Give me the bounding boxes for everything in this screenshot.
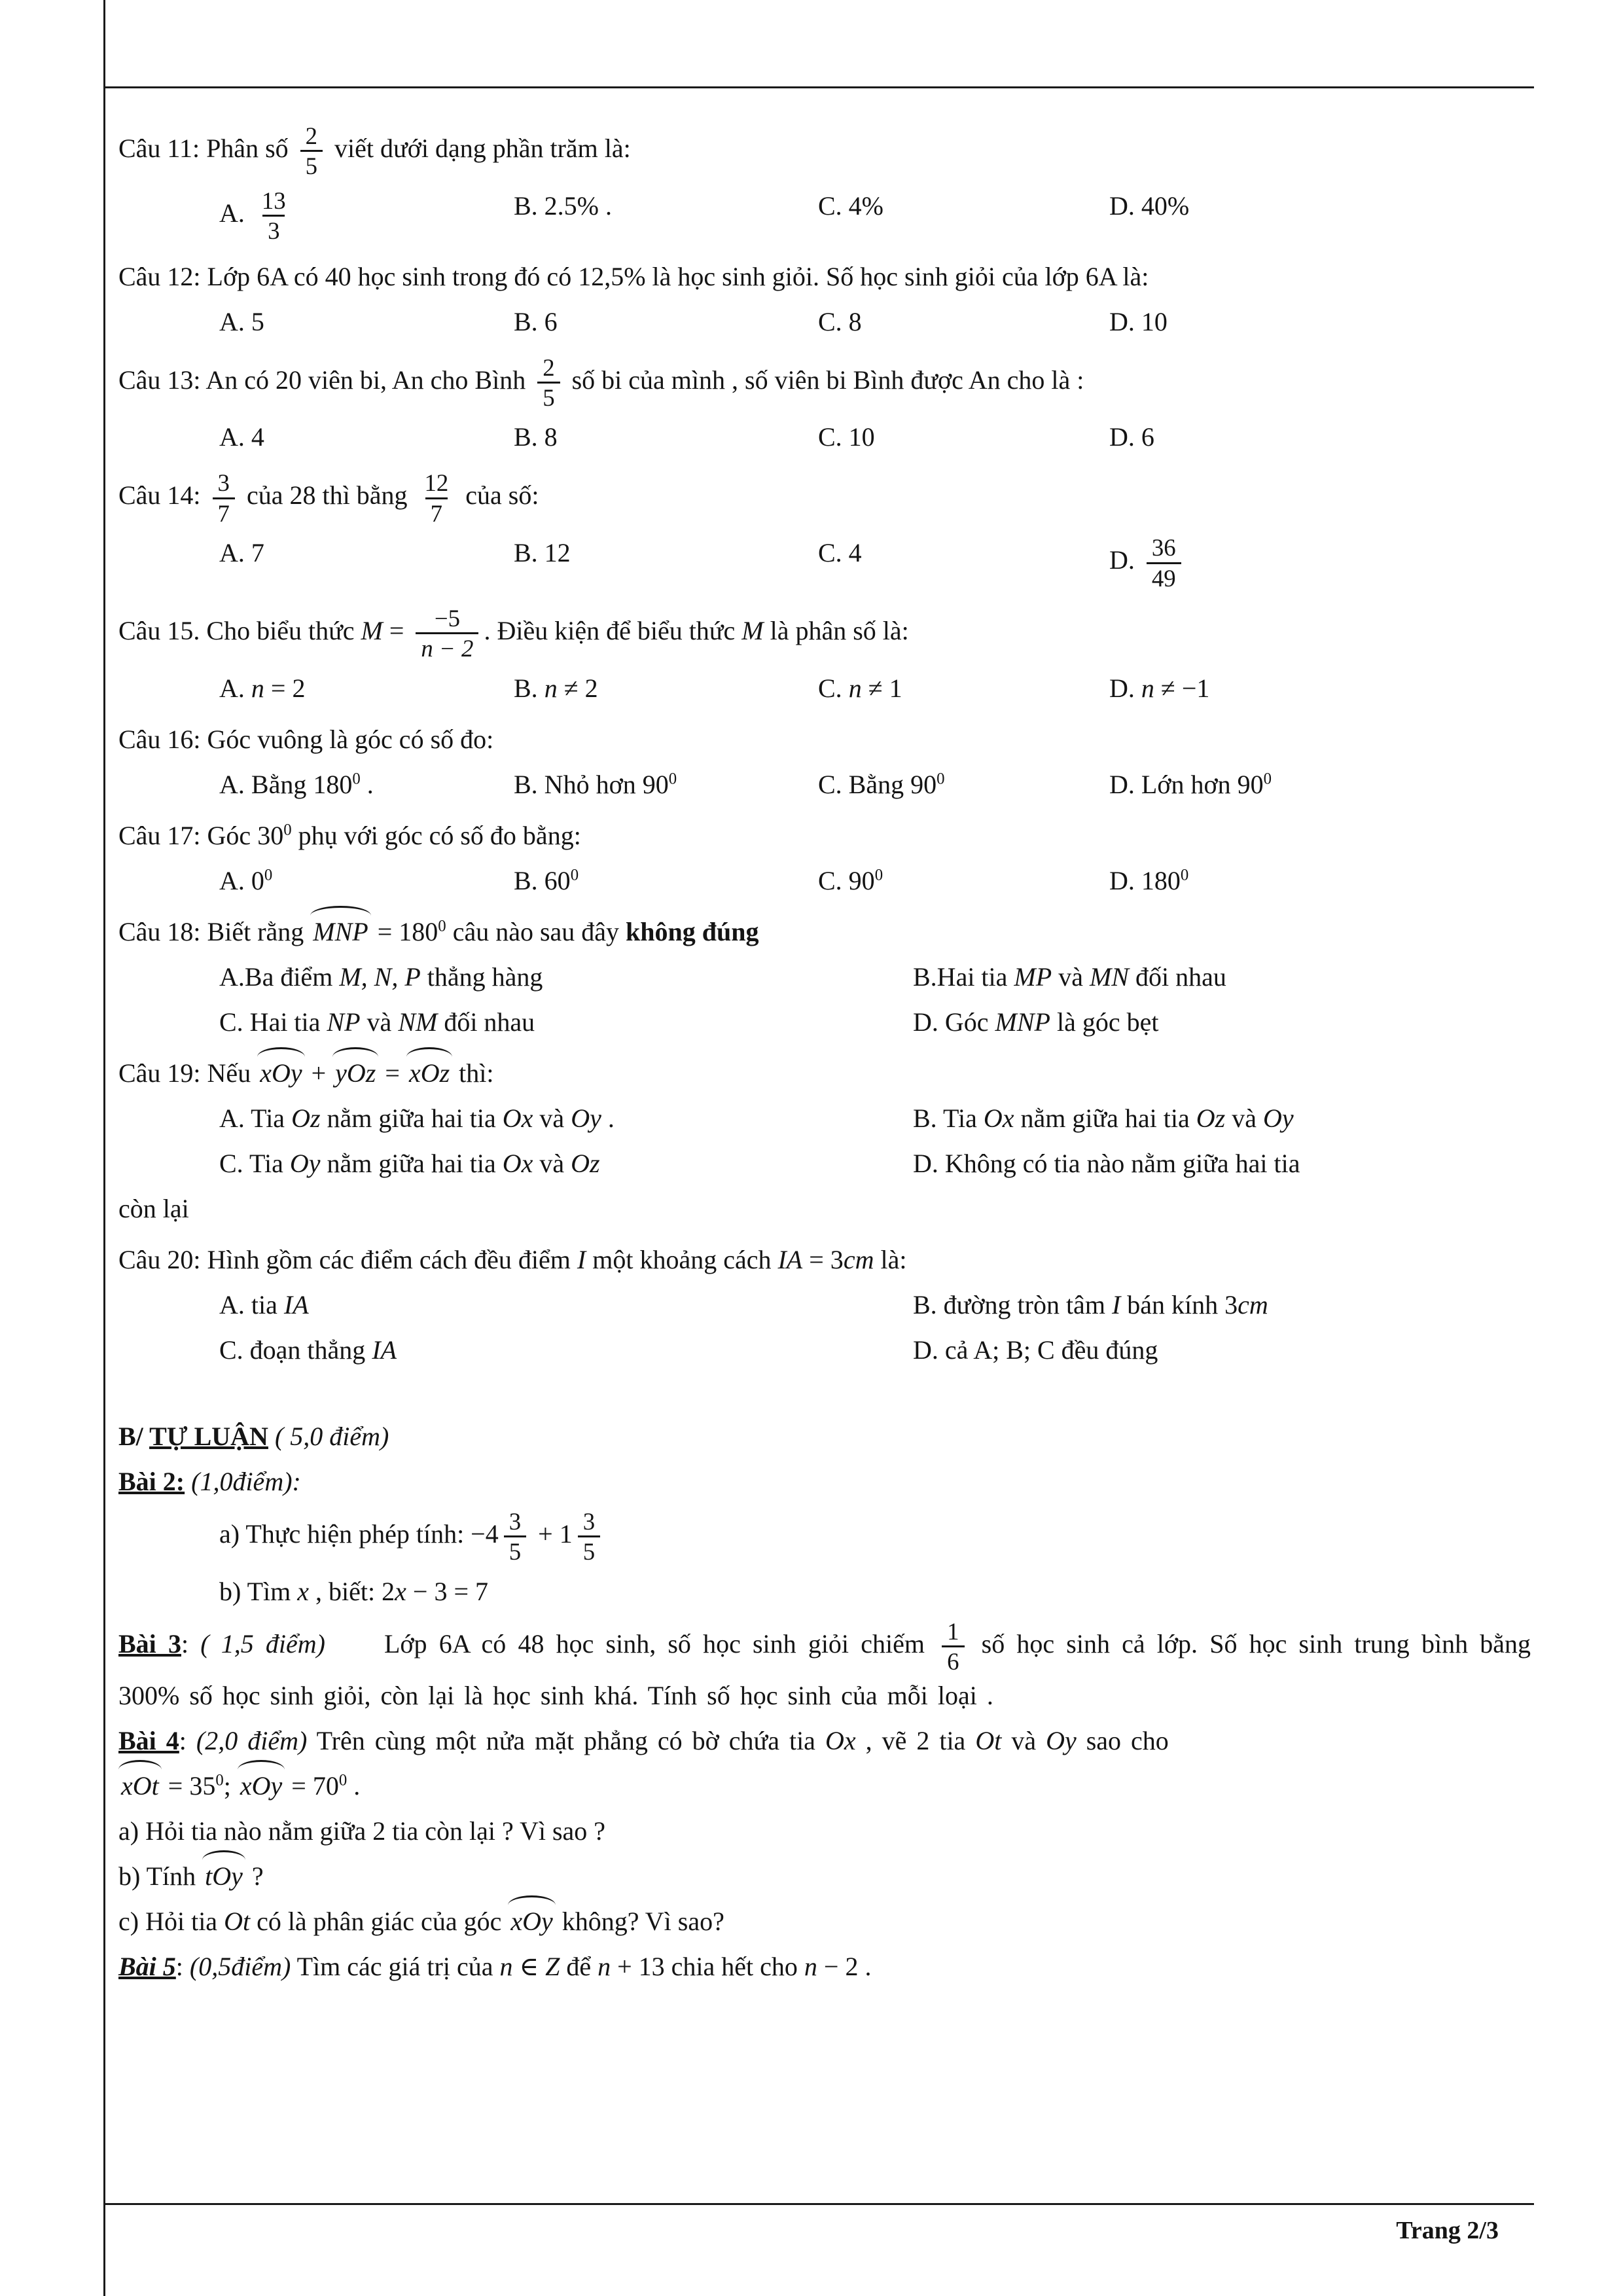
superscript-degree: 0 xyxy=(215,1771,224,1789)
math-variable: x xyxy=(297,1576,310,1606)
exercise-2a xyxy=(118,1507,1531,1566)
fraction-denominator: n − 2 xyxy=(416,632,478,662)
math-variable: IA xyxy=(777,1244,803,1274)
text-segment: B. 6 xyxy=(514,306,558,336)
text-segment: ∈ xyxy=(512,1951,546,1981)
question-20 xyxy=(118,1240,1531,1280)
option-a xyxy=(219,533,514,592)
superscript-degree: 0 xyxy=(438,917,446,935)
exam-content xyxy=(118,110,1531,1992)
text-segment: của số: xyxy=(459,480,539,511)
question-19 xyxy=(118,1054,1531,1093)
option-c xyxy=(219,1003,913,1042)
math-variable: n xyxy=(804,1951,817,1981)
angle-name: tOy xyxy=(202,1857,245,1896)
math-variable: n xyxy=(499,1951,513,1981)
text-segment: D. Lớn hơn 90 xyxy=(1109,769,1264,799)
text-segment: nằm giữa hai tia xyxy=(1014,1103,1196,1133)
text-segment: B. Tia xyxy=(913,1103,984,1133)
text-segment: = 180 xyxy=(370,916,438,946)
text-segment: phụ với góc có số đo bằng: xyxy=(291,820,581,850)
text-segment: còn lại xyxy=(118,1193,189,1223)
option-d xyxy=(913,1331,1531,1370)
math-variable: MN xyxy=(1089,961,1129,992)
fraction-denominator: 5 xyxy=(504,1535,526,1566)
option-b xyxy=(514,861,818,901)
option-d xyxy=(913,1003,1531,1042)
option-a xyxy=(219,302,514,342)
question-12-options xyxy=(118,302,1531,342)
text-segment: Câu 13: An có 20 viên bi, An cho Bình xyxy=(118,365,533,395)
text-segment: Câu 20: Hình gồm các điểm cách đều điểm xyxy=(118,1244,577,1274)
option-a xyxy=(219,418,514,457)
option-b xyxy=(913,1285,1531,1325)
text-segment: Tìm các giá trị của xyxy=(291,1951,500,1981)
option-a xyxy=(219,958,913,997)
math-variable: IA xyxy=(283,1289,309,1319)
math-variable: MP xyxy=(1014,961,1052,992)
text-segment: đối nhau xyxy=(1128,961,1226,992)
text-segment: a) Thực hiện phép tính: −4 xyxy=(219,1518,499,1549)
exercise-4-formula xyxy=(118,1767,1531,1806)
option-d xyxy=(1109,533,1531,592)
question-17 xyxy=(118,816,1531,855)
option-b xyxy=(514,302,818,342)
superscript-degree: 0 xyxy=(570,866,579,884)
math-variable: Ot xyxy=(224,1906,251,1936)
bottom-border-line xyxy=(103,2203,1534,2205)
superscript-degree: 0 xyxy=(283,821,292,839)
top-border-line xyxy=(103,86,1534,88)
text-segment: D. 6 xyxy=(1109,422,1154,452)
left-border-line xyxy=(103,0,105,2296)
question-14-options xyxy=(118,533,1531,592)
question-12 xyxy=(118,257,1531,296)
text-segment: A. 0 xyxy=(219,865,264,895)
fraction-denominator: 49 xyxy=(1147,562,1181,592)
text-segment: Lớp 6A có 48 học sinh, số học sinh giỏi chiếm xyxy=(383,1628,937,1659)
option-c xyxy=(219,1144,913,1183)
fraction-numerator: 3 xyxy=(217,469,230,497)
text-segment: D. 40% xyxy=(1109,190,1190,221)
math-variable: NP xyxy=(327,1007,361,1037)
option-c xyxy=(818,669,1109,708)
math-variable: cm xyxy=(843,1244,874,1274)
question-16 xyxy=(118,720,1531,759)
text-segment: A. xyxy=(219,198,251,228)
text-segment: Câu 14: xyxy=(118,480,207,511)
section-b-heading xyxy=(118,1417,1531,1456)
text-segment: : xyxy=(181,1628,201,1659)
text-segment: . Điều kiện để biểu thức xyxy=(484,616,742,646)
bold-italic-underline-text: Bài 5 xyxy=(118,1951,176,1981)
option-a xyxy=(219,1285,913,1325)
text-segment: câu nào sau đây xyxy=(446,916,626,946)
question-20-options-cd xyxy=(118,1331,1531,1370)
text-segment: và xyxy=(533,1148,571,1178)
fraction-numerator: 3 xyxy=(582,1507,596,1535)
option-c xyxy=(818,765,1109,804)
fraction-numerator: 2 xyxy=(305,122,318,149)
question-16-options xyxy=(118,765,1531,804)
text-segment: = 2 xyxy=(264,673,306,703)
question-19-options-ab xyxy=(118,1099,1531,1138)
text-segment: C. Tia xyxy=(219,1148,290,1178)
math-variable: n xyxy=(597,1951,611,1981)
bold-underline-text: Bài 3 xyxy=(118,1628,181,1659)
math-variable: Oy xyxy=(571,1103,601,1133)
text-segment: = 35 xyxy=(161,1770,216,1801)
text-segment: D. Không có tia nào nằm giữa hai tia xyxy=(913,1148,1300,1178)
math-variable: Oz xyxy=(571,1148,600,1178)
angle-name: xOt xyxy=(118,1767,162,1806)
text-segment: c) Hỏi tia xyxy=(118,1906,224,1936)
text-segment: = 70 xyxy=(285,1770,339,1801)
text-segment: A. Bằng 180 xyxy=(219,769,353,799)
text-segment: + 1 xyxy=(531,1518,573,1549)
text-segment: D. cả A; B; C đều đúng xyxy=(913,1335,1158,1365)
option-c xyxy=(818,533,1109,592)
superscript-degree: 0 xyxy=(1263,770,1272,788)
text-segment: C. Hai tia xyxy=(219,1007,327,1037)
text-segment: nằm giữa hai tia xyxy=(320,1148,503,1178)
text-segment: a) Hỏi tia nào nằm giữa 2 tia còn lại ? Vì sao ? xyxy=(118,1816,606,1846)
option-d xyxy=(1109,418,1531,457)
text-segment: Câu 12: Lớp 6A có 40 học sinh trong đó có 12,5% là học sinh giỏi. Số học sinh giỏi của lớp 6A là: xyxy=(118,261,1149,291)
text-segment: và xyxy=(360,1007,399,1037)
text-segment: đối nhau xyxy=(437,1007,535,1037)
bold-text: B/ xyxy=(118,1421,150,1451)
option-b xyxy=(514,533,818,592)
option-d xyxy=(1109,765,1531,804)
math-variable: Ox xyxy=(983,1103,1014,1133)
italic-note: ( 5,0 điểm) xyxy=(268,1421,389,1451)
text-segment: : xyxy=(179,1725,196,1755)
superscript-degree: 0 xyxy=(936,770,945,788)
math-variable: IA xyxy=(372,1335,397,1365)
text-segment: B. xyxy=(514,673,544,703)
text-segment: thì: xyxy=(452,1058,494,1088)
text-segment: . xyxy=(347,1770,361,1801)
fraction-numerator: −5 xyxy=(434,605,461,632)
fraction xyxy=(942,1617,964,1676)
text-segment: B. 12 xyxy=(514,538,571,568)
text-segment: A.Ba điểm xyxy=(219,961,340,992)
fraction xyxy=(419,469,454,528)
exercise-4a xyxy=(118,1812,1531,1851)
italic-note: (0,5điểm) xyxy=(189,1951,291,1981)
text-segment: và xyxy=(1001,1725,1046,1755)
option-b xyxy=(913,958,1531,997)
text-segment: Câu 17: Góc 30 xyxy=(118,820,284,850)
option-b xyxy=(514,418,818,457)
question-11 xyxy=(118,122,1531,181)
text-segment: để xyxy=(560,1951,598,1981)
math-variable: n xyxy=(544,673,558,703)
angle-name: yOz xyxy=(332,1054,378,1093)
angle-name: xOy xyxy=(508,1902,555,1941)
option-d xyxy=(1109,187,1531,245)
superscript-degree: 0 xyxy=(352,770,361,788)
text-segment: + xyxy=(304,1058,333,1088)
fraction-numerator: 1 xyxy=(947,1617,959,1645)
math-variable: Ox xyxy=(502,1103,533,1133)
option-a xyxy=(219,669,514,708)
exercise-4-heading xyxy=(118,1721,1531,1761)
fraction-denominator: 5 xyxy=(300,150,323,180)
fraction xyxy=(504,1507,526,1566)
text-segment: + 13 chia hết cho xyxy=(611,1951,804,1981)
math-variable: MNP xyxy=(995,1007,1050,1037)
italic-note: ( 1,5 điểm) xyxy=(200,1628,325,1659)
exercise-4b xyxy=(118,1857,1531,1896)
math-variable: Oy xyxy=(1046,1725,1077,1755)
text-segment: một khoảng cách xyxy=(586,1244,778,1274)
text-segment: A. 5 xyxy=(219,306,264,336)
math-variable: Ot xyxy=(975,1725,1002,1755)
superscript-degree: 0 xyxy=(1180,866,1189,884)
fraction-numerator: 12 xyxy=(424,469,449,497)
math-variable: x xyxy=(395,1576,406,1606)
angle-name: MNP xyxy=(310,912,370,952)
text-segment: ≠ 1 xyxy=(861,673,902,703)
text-segment: Câu 15. Cho biểu thức xyxy=(118,616,361,646)
text-segment: = xyxy=(378,1058,406,1088)
bold-underline-text: TỰ LUẬN xyxy=(149,1421,268,1451)
text-segment: sao cho xyxy=(1076,1725,1169,1755)
text-segment: Câu 11: Phân số xyxy=(118,134,295,164)
option-a xyxy=(219,187,514,245)
text-segment: C. 4 xyxy=(818,538,862,568)
question-20-options-ab xyxy=(118,1285,1531,1325)
text-segment: C. xyxy=(818,673,849,703)
bold-underline-text: Bài 2: xyxy=(118,1466,185,1496)
option-c xyxy=(818,418,1109,457)
text-segment: ; xyxy=(223,1770,238,1801)
question-14 xyxy=(118,469,1531,528)
option-d xyxy=(1109,302,1531,342)
exercise-3 xyxy=(118,1617,1531,1715)
text-segment: A. 7 xyxy=(219,538,264,568)
exercise-4c xyxy=(118,1902,1531,1941)
text-segment: A. xyxy=(219,673,251,703)
text-segment: là: xyxy=(874,1244,907,1274)
text-segment: − 3 = 7 xyxy=(406,1576,489,1606)
text-segment: B. 2.5% . xyxy=(514,190,612,221)
text-segment: , biết: 2 xyxy=(309,1576,395,1606)
text-segment: của 28 thì bằng xyxy=(240,480,414,511)
text-segment: và xyxy=(533,1103,571,1133)
text-segment: A. tia xyxy=(219,1289,284,1319)
fraction xyxy=(416,604,478,663)
text-segment: ? xyxy=(245,1861,264,1891)
fraction-numerator: 36 xyxy=(1151,534,1176,562)
question-13-options xyxy=(118,418,1531,457)
math-variable: Ox xyxy=(825,1725,856,1755)
math-variable: n xyxy=(848,673,862,703)
italic-note: (1,0điểm): xyxy=(185,1466,301,1496)
text-segment: D. 10 xyxy=(1109,306,1168,336)
fraction xyxy=(213,469,235,528)
text-segment: b) Tìm xyxy=(219,1576,298,1606)
fraction-numerator: 3 xyxy=(508,1507,522,1535)
text-segment: A. 4 xyxy=(219,422,264,452)
text-segment: C. 8 xyxy=(818,306,862,336)
text-segment: D. 180 xyxy=(1109,865,1181,895)
math-variable: n xyxy=(251,673,264,703)
fraction-denominator: 6 xyxy=(942,1645,964,1676)
option-b xyxy=(514,669,818,708)
question-18-options-ab xyxy=(118,958,1531,997)
angle-name: xOy xyxy=(257,1054,304,1093)
option-c xyxy=(818,187,1109,245)
bold-text: không đúng xyxy=(626,916,759,946)
fraction xyxy=(300,122,323,181)
math-variable: I xyxy=(577,1244,586,1274)
fraction-denominator: 5 xyxy=(578,1535,600,1566)
option-a xyxy=(219,861,514,901)
exercise-5 xyxy=(118,1947,1531,1986)
question-18-options-cd xyxy=(118,1003,1531,1042)
math-variable: Z xyxy=(545,1951,560,1981)
text-segment: B. Nhỏ hơn 90 xyxy=(514,769,669,799)
text-segment: − 2 . xyxy=(817,1951,872,1981)
text-segment: C. 10 xyxy=(818,422,875,452)
option-c xyxy=(818,302,1109,342)
text-segment: C. 4% xyxy=(818,190,883,221)
text-segment: Câu 19: Nếu xyxy=(118,1058,258,1088)
fraction-denominator: 5 xyxy=(537,382,560,412)
exercise-2b xyxy=(118,1572,1531,1611)
option-c xyxy=(818,861,1109,901)
text-segment: Câu 18: Biết rằng xyxy=(118,916,311,946)
text-segment: C. đoạn thẳng xyxy=(219,1335,372,1365)
question-19-options-cd xyxy=(118,1144,1531,1183)
option-d xyxy=(1109,669,1531,708)
math-variable: M xyxy=(361,616,383,646)
text-segment: D. Góc xyxy=(913,1007,995,1037)
option-a xyxy=(219,1099,913,1138)
text-segment: có là phân giác của góc xyxy=(250,1906,508,1936)
option-a xyxy=(219,765,514,804)
question-15-options xyxy=(118,669,1531,708)
bold-underline-text: Bài 4 xyxy=(118,1725,179,1755)
superscript-degree: 0 xyxy=(668,770,677,788)
fraction-numerator: 2 xyxy=(543,353,555,381)
math-variable: Oz xyxy=(1196,1103,1226,1133)
math-variable: Oz xyxy=(291,1103,321,1133)
text-segment: = 3 xyxy=(802,1244,844,1274)
text-segment: và xyxy=(1225,1103,1263,1133)
text-segment: viết dưới dạng phần trăm là: xyxy=(328,134,631,164)
text-segment: B. 8 xyxy=(514,422,558,452)
exercise-2-heading xyxy=(118,1462,1531,1501)
math-variable: Oy xyxy=(289,1148,321,1178)
text-segment: B. đường tròn tâm xyxy=(913,1289,1112,1319)
fraction-numerator: 13 xyxy=(261,187,286,214)
text-segment: , vẽ 2 tia xyxy=(855,1725,976,1755)
question-11-options xyxy=(118,187,1531,245)
option-d xyxy=(1109,861,1531,901)
superscript-degree: 0 xyxy=(264,866,273,884)
fraction xyxy=(578,1507,600,1566)
text-segment: không? Vì sao? xyxy=(555,1906,724,1936)
text-segment: C. 90 xyxy=(818,865,875,895)
option-b xyxy=(514,765,818,804)
text-segment: nằm giữa hai tia xyxy=(320,1103,503,1133)
italic-note: (2,0 điểm) xyxy=(196,1725,308,1755)
fraction xyxy=(257,187,291,245)
text-segment: thẳng hàng xyxy=(420,961,543,992)
fraction-denominator: 3 xyxy=(262,215,285,245)
text-segment: B.Hai tia xyxy=(913,961,1014,992)
text-segment: . xyxy=(601,1103,615,1133)
fraction xyxy=(537,353,560,412)
text-segment: A. Tia xyxy=(219,1103,292,1133)
fraction-denominator: 7 xyxy=(213,497,235,528)
option-d xyxy=(913,1144,1531,1183)
math-variable: M, N, P xyxy=(339,961,421,992)
text-segment: là phân số là: xyxy=(763,616,909,646)
text-segment: ≠ −1 xyxy=(1154,673,1210,703)
text-segment: bán kính 3 xyxy=(1120,1289,1238,1319)
question-19-option-d-wrap xyxy=(118,1189,1531,1229)
text-segment: Trên cùng một nửa mặt phẳng có bờ chứa tia xyxy=(307,1725,825,1755)
fraction xyxy=(1147,533,1181,592)
page-footer xyxy=(1396,2216,1499,2245)
fraction-denominator: 7 xyxy=(425,497,448,528)
text-segment: số bi của mình , số viên bi Bình được An cho là : xyxy=(565,365,1084,395)
text-segment: . xyxy=(360,769,374,799)
text-segment: D. xyxy=(1109,545,1141,575)
text-segment: C. Bằng 90 xyxy=(818,769,937,799)
option-c xyxy=(219,1331,913,1370)
math-variable: Oy xyxy=(1262,1103,1294,1133)
option-b xyxy=(514,187,818,245)
math-variable: cm xyxy=(1238,1289,1268,1319)
superscript-degree: 0 xyxy=(874,866,883,884)
math-variable: Ox xyxy=(502,1148,533,1178)
math-variable: NM xyxy=(398,1007,438,1037)
question-13 xyxy=(118,353,1531,412)
text-segment: D. xyxy=(1109,673,1141,703)
option-b xyxy=(913,1099,1531,1138)
text-segment: Câu 16: Góc vuông là góc có số đo: xyxy=(118,724,494,754)
math-variable: M xyxy=(741,616,764,646)
question-15 xyxy=(118,604,1531,663)
math-variable: I xyxy=(1111,1289,1121,1319)
text-segment: và xyxy=(1052,961,1090,992)
text-segment: = xyxy=(382,616,411,646)
math-variable: n xyxy=(1141,673,1154,703)
question-18 xyxy=(118,912,1531,952)
text-segment: B. 60 xyxy=(514,865,571,895)
text-segment: b) Tính xyxy=(118,1861,203,1891)
text-segment: : xyxy=(175,1951,190,1981)
text-segment: là góc bẹt xyxy=(1050,1007,1159,1037)
superscript-degree: 0 xyxy=(338,1771,348,1789)
angle-name: xOz xyxy=(406,1054,452,1093)
text-segment: ≠ 2 xyxy=(557,673,598,703)
page-number: Trang 2/3 xyxy=(1396,2217,1499,2244)
text-segment: số học sinh cả lớp. Số học sinh trung bình bằng 300% số học sinh giỏi, còn lại là học sinh khá. Tính số học sinh của mỗi loại . xyxy=(118,1628,1531,1710)
question-17-options xyxy=(118,861,1531,901)
angle-name: xOy xyxy=(238,1767,285,1806)
